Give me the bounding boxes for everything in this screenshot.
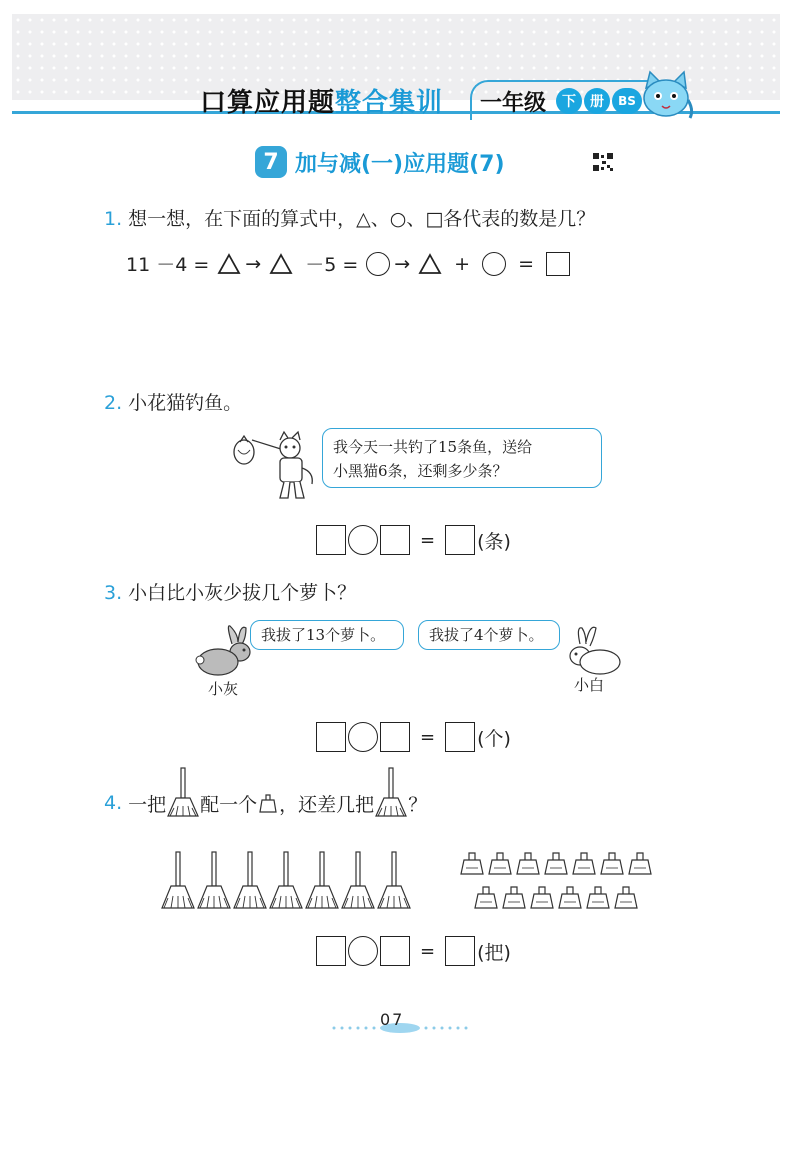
dustpan-icon: [486, 848, 514, 876]
broom-icon: [232, 850, 268, 910]
speech-bubble: [322, 428, 602, 488]
dustpan-group-top: [458, 848, 654, 876]
section-number: 7: [255, 146, 287, 178]
question-3: [104, 578, 356, 605]
expr-plus: +: [454, 252, 471, 275]
answer-box[interactable]: [380, 525, 410, 555]
broom-icon: [374, 766, 408, 818]
triangle-icon: [217, 253, 241, 275]
answer-box[interactable]: [380, 722, 410, 752]
dustpan-icon: [542, 848, 570, 876]
square-icon: [546, 252, 570, 276]
answer-box[interactable]: [445, 525, 475, 555]
operator-circle[interactable]: [348, 722, 378, 752]
question-4: [104, 788, 427, 818]
question-number: 1.: [104, 208, 123, 230]
fishing-cat-illustration: [228, 428, 324, 504]
page-header: [0, 0, 800, 120]
dustpan-icon: [472, 882, 500, 910]
question-text-b: 配一个: [200, 793, 258, 816]
q3-answer-row: [316, 722, 511, 752]
broom-icon: [160, 850, 196, 910]
qr-code-icon[interactable]: [592, 152, 614, 172]
series-title-black: 口算应用题: [200, 88, 336, 118]
dustpan-icon: [598, 848, 626, 876]
q1-expression: [126, 250, 574, 277]
question-number: 2.: [104, 392, 123, 414]
circle-icon: [482, 252, 506, 276]
dustpan-icon: [584, 882, 612, 910]
circle-icon: [366, 252, 390, 276]
question-text: 想一想，在下面的算式中，△、○、□各代表的数是几？: [128, 208, 596, 230]
badge-book: 册: [584, 88, 610, 114]
dustpan-icon: [500, 882, 528, 910]
character-label: 小白: [574, 676, 605, 694]
question-text-a: 一把: [128, 793, 167, 816]
answer-box[interactable]: [316, 722, 346, 752]
question-1: [104, 204, 595, 231]
broom-icon: [304, 850, 340, 910]
page-number: 07: [380, 1010, 405, 1029]
speech-bubble-left: 我拔了13个萝卜。: [250, 620, 404, 650]
broom-icon: [340, 850, 376, 910]
unit-label: (把): [477, 941, 511, 964]
broom-icon: [196, 850, 232, 910]
bubble-line-2: 小黑猫6条，还剩多少条？: [333, 462, 508, 480]
triangle-icon: [418, 253, 442, 275]
expr-part1: 11 －4 =: [126, 254, 210, 276]
dustpan-icon: [570, 848, 598, 876]
question-2: [104, 388, 242, 415]
broom-icon: [166, 766, 200, 818]
dustpan-icon: [514, 848, 542, 876]
answer-box[interactable]: [445, 936, 475, 966]
unit-label: (个): [477, 727, 511, 750]
equals-sign: =: [420, 726, 436, 748]
unit-label: (条): [477, 530, 511, 553]
broom-icon: [268, 850, 304, 910]
operator-circle[interactable]: [348, 936, 378, 966]
dustpan-icon: [556, 882, 584, 910]
equals-sign: =: [420, 529, 436, 551]
dustpan-icon: [626, 848, 654, 876]
question-number: 4.: [104, 792, 123, 814]
answer-box[interactable]: [316, 525, 346, 555]
grade-label: 一年级: [480, 91, 547, 116]
broom-group: [160, 850, 412, 910]
series-title-blue: 整合集训: [335, 88, 444, 118]
question-text: 小白比小灰少拔几个萝卜？: [128, 582, 357, 604]
question-number: 3.: [104, 582, 123, 604]
question-text-c: ，还差几把: [279, 793, 375, 816]
expr-part2: －5 =: [305, 254, 359, 276]
section-title: 加与减(一)应用题(7): [295, 151, 505, 177]
gray-rabbit-illustration: [192, 622, 256, 678]
dustpan-icon: [458, 848, 486, 876]
character-label: 小灰: [208, 680, 239, 698]
bubble-line-1: 我今天一共钓了15条鱼，送给: [333, 438, 533, 456]
operator-circle[interactable]: [348, 525, 378, 555]
expr-equals: =: [518, 252, 535, 275]
badge-edition: BS: [612, 88, 642, 114]
dustpan-icon: [612, 882, 640, 910]
equals-sign: =: [420, 940, 436, 962]
dustpan-icon: [528, 882, 556, 910]
answer-box[interactable]: [316, 936, 346, 966]
answer-box[interactable]: [380, 936, 410, 966]
section-heading: [255, 145, 505, 179]
white-rabbit-illustration: [564, 624, 624, 676]
answer-box[interactable]: [445, 722, 475, 752]
expr-arrow: →: [245, 252, 262, 275]
dustpan-group-bottom: [472, 882, 640, 910]
q4-answer-row: [316, 936, 511, 966]
q2-answer-row: [316, 525, 511, 555]
question-text-d: ？: [408, 793, 428, 816]
cat-mascot-icon: [638, 70, 694, 120]
question-text: 小花猫钓鱼。: [128, 392, 243, 414]
expr-arrow: →: [394, 252, 411, 275]
speech-bubble-right: 我拔了4个萝卜。: [418, 620, 560, 650]
dustpan-icon: [257, 792, 279, 814]
badge-volume: 下: [556, 88, 582, 114]
triangle-icon: [269, 253, 293, 275]
series-title: [200, 82, 443, 119]
broom-icon: [376, 850, 412, 910]
